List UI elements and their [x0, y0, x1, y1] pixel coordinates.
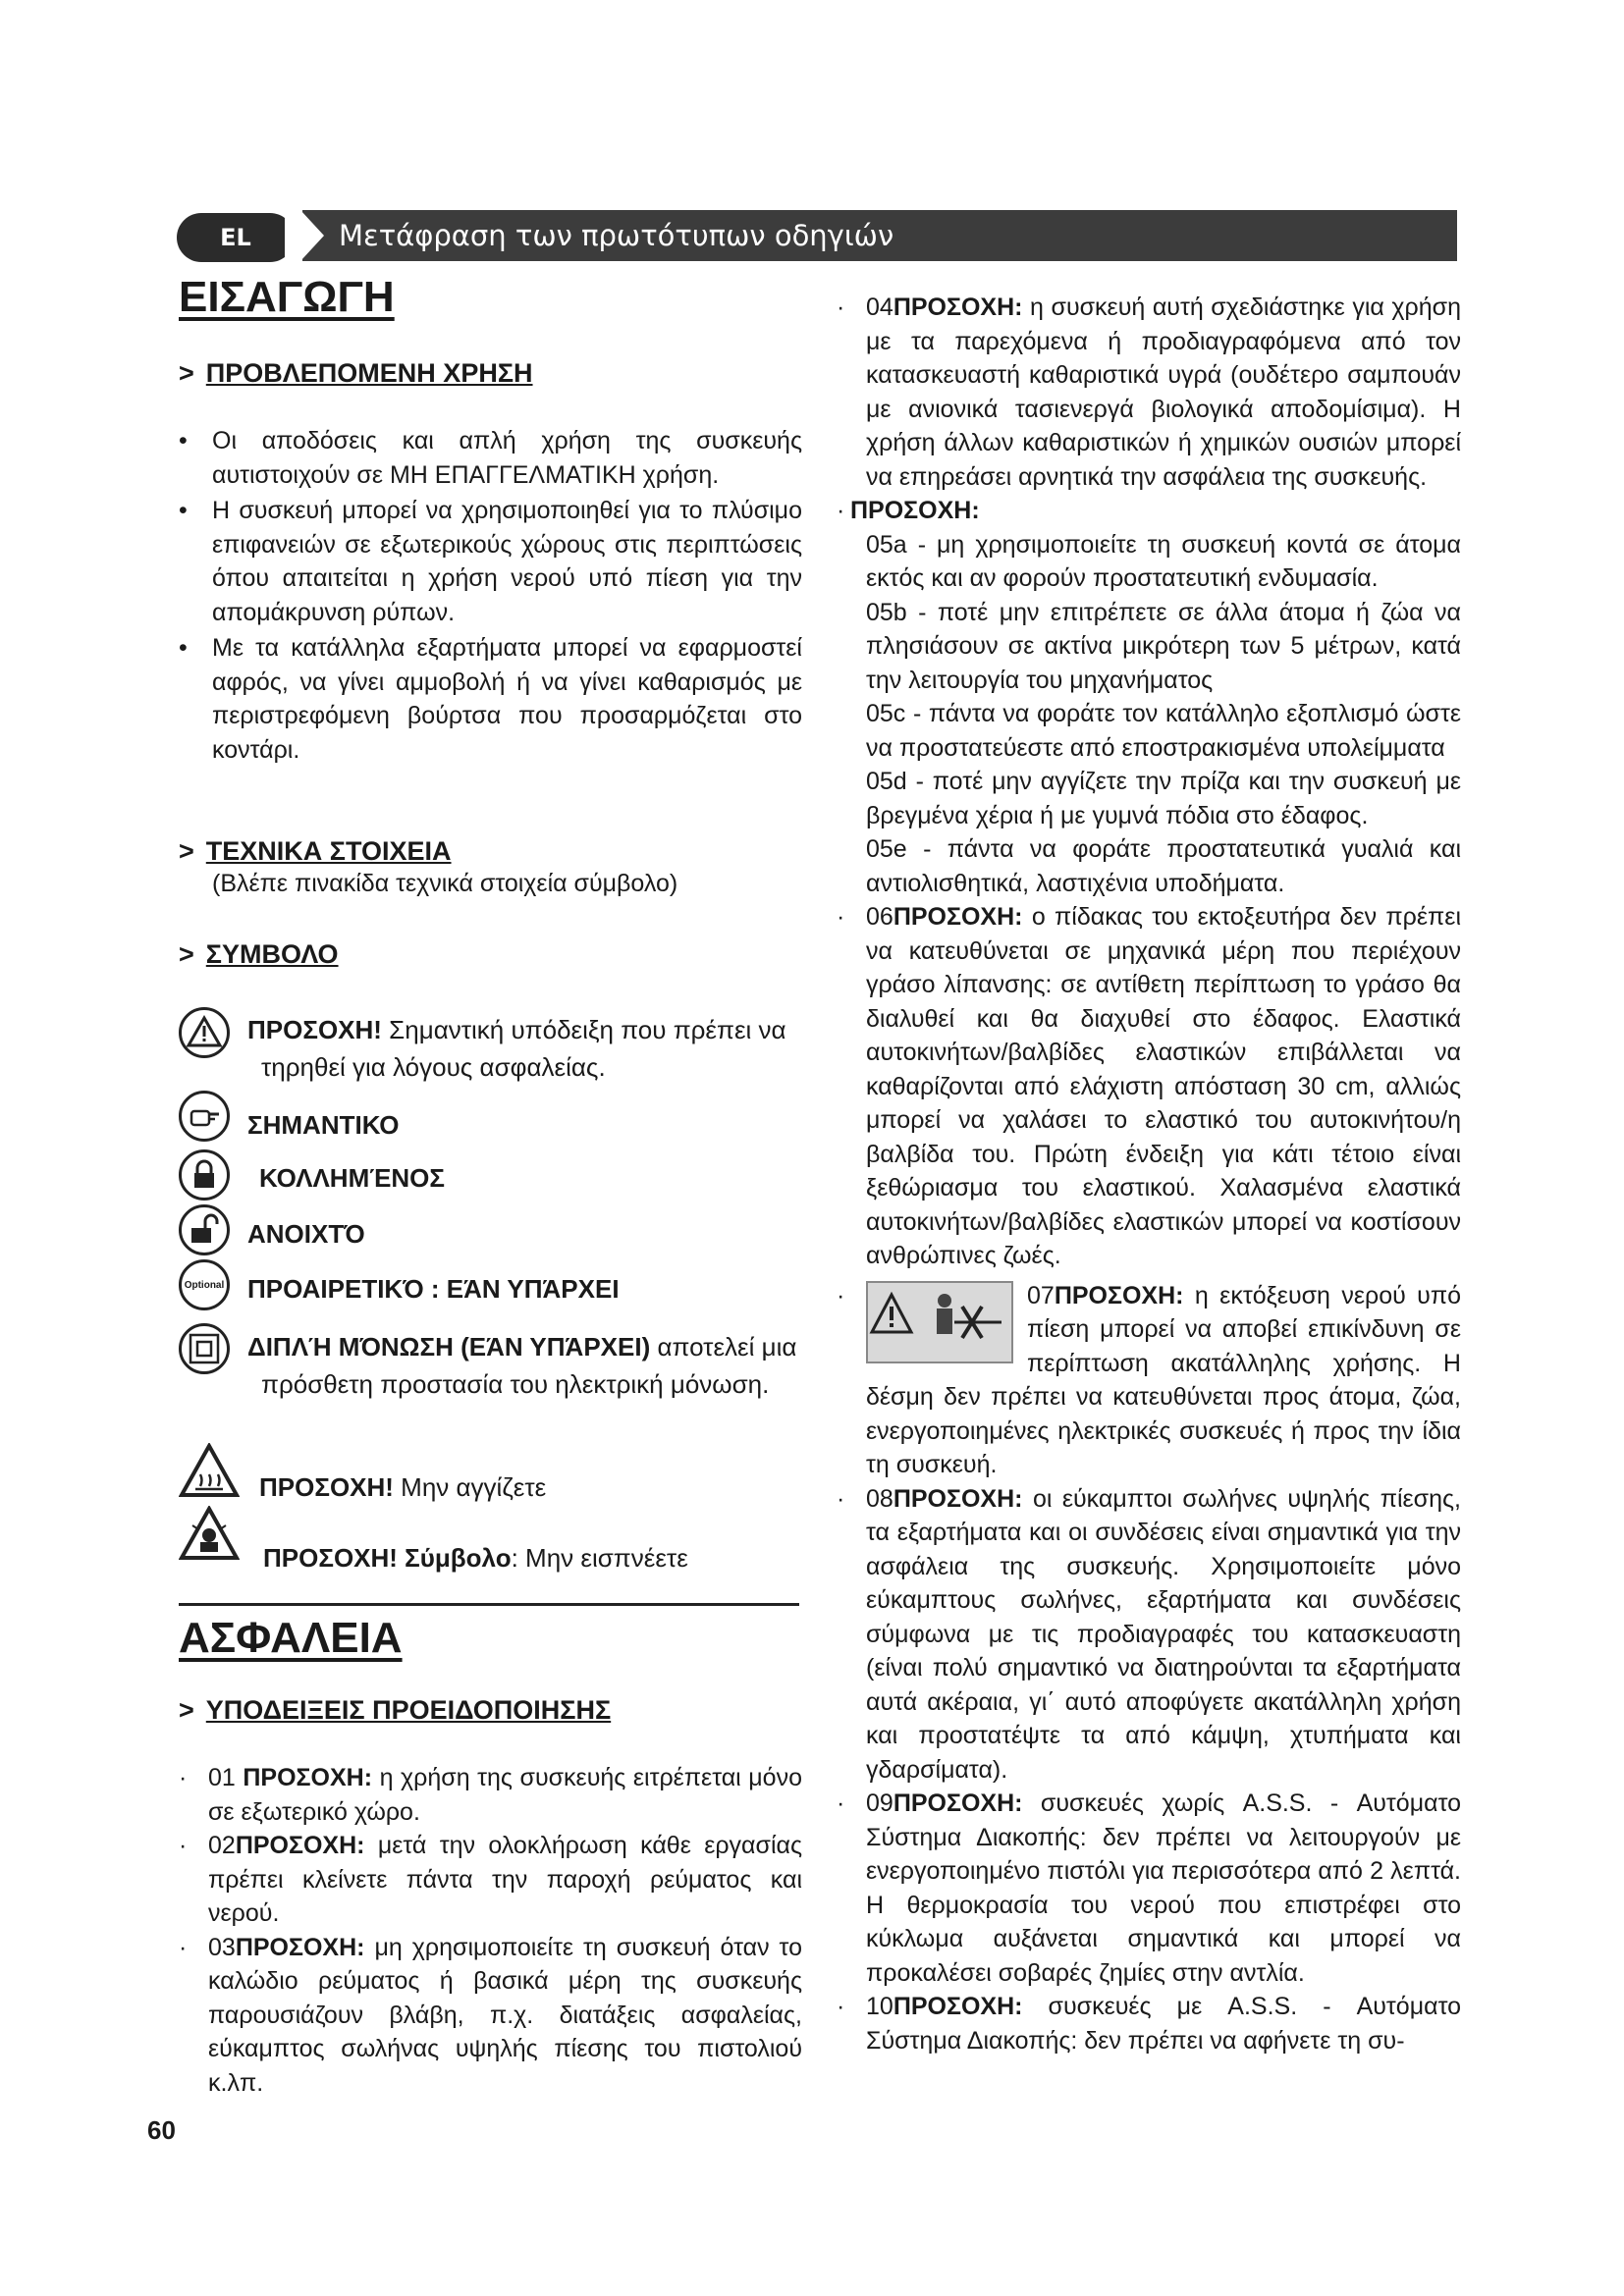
optional-icon: Optional: [179, 1259, 230, 1310]
sub-item: 05a - μη χρησιμοποιείτε τη συσκευή κοντά σε άτομα εκτός και αν φορούν προστατευτική ενδυμασία.: [866, 530, 1461, 592]
sub-item: 05b - ποτέ μην επιτρέπετε σε άλλα άτομα ή ζώα να πλησιάσουν σε ακτίνα μικρότερη των 5 μέτρων, κατά την λειτουργία του μηχανήματος: [866, 598, 1461, 694]
list-item: · 10ΠΡΟΣΟΧΗ: συσκευές με A.S.S. - Αυτόματο Σύστημα Διακοπής: δεν πρέπει να αφήνετε τη συ-: [837, 1993, 1461, 2055]
symbol-warning-label-cont: τηρηθεί για λόγους ασφαλείας.: [261, 1052, 606, 1082]
safety-list-right: [837, 291, 1461, 2057]
double-insulation-icon: [179, 1323, 230, 1374]
symbol-double-insulation-label-cont: πρόσθετη προστασία του ηλεκτρική μόνωση.: [261, 1369, 770, 1399]
safety-title: ΑΣΦΑΛΕΙΑ: [179, 1614, 403, 1662]
list-item: · ΠΡΟΣΟΧΗ:: [837, 497, 980, 524]
symbol-double-insulation-label: ΔΙΠΛΉ ΜΌΝΩΣΗ (ΕΆΝ ΥΠΆΡΧΕΙ) αποτελεί μια: [247, 1332, 797, 1362]
list-item: • Οι αποδόσεις και απλή χρήση της συσκευής αυτιστοιχούν σε ΜΗ ΕΠΑΓΓΕΛΜΑΤΙΚΗ χρήση.: [179, 427, 802, 489]
symbol-optional-label: ΠΡΟΑΙΡΕΤΙΚΌ : ΕΆΝ ΥΠΆΡΧΕΙ: [247, 1274, 620, 1304]
page-number: 60: [147, 2115, 176, 2145]
symbol-unlocked-label: ΑΝΟΙΧΤΌ: [247, 1219, 365, 1249]
safety-list-left: [179, 1761, 802, 2100]
sub-item: 05d - ποτέ μην αγγίζετε την πρίζα και την συσκευή με βρεγμένα χέρια ή με γυμνά πόδια στο έδαφος.: [866, 768, 1461, 829]
inhalation-label: ΠΡΟΣΟΧΗ! Σύμβολο: Μην εισπνέετε: [263, 1543, 688, 1573]
intended-use-list: [179, 424, 802, 767]
sub-item: 05e - πάντα να φοράτε προστατευτικά γυαλιά και αντιολισθητικά, λαστιχένια υποδήματα.: [866, 835, 1461, 897]
water-jet-warning-image: [866, 1281, 1013, 1363]
intended-use-heading: > ΠΡΟΒΛΕΠΟΜΕΝΗ ΧΡΗΣΗ: [179, 358, 533, 388]
symbol-warning-label: ΠΡΟΣΟΧΗ! Σημαντική υπόδειξη που πρέπει να: [247, 1015, 786, 1044]
hot-surface-icon: [179, 1443, 240, 1498]
list-item: · 09ΠΡΟΣΟΧΗ: συσκευές χωρίς A.S.S. - Αυτόματο Σύστημα Διακοπής: δεν πρέπει να λειτουργούν με ενεργοποιημένο πιστόλι για περισσότερα από 2 λεπτά. Η θερμοκρασία του νερού που επιστρέφει στο κύκλωμα αυξάνεται σημαντικά και μπορεί να προκαλέσει σοβαρές ζημίες στην αντλία.: [837, 1789, 1461, 1987]
list-item: · 02ΠΡΟΣΟΧΗ: μετά την ολοκλήρωση κάθε εργασίας πρέπει κλείνετε πάντα την παροχή ρεύματος και νερού.: [179, 1832, 802, 1927]
symbol-important-label: ΣΗΜΑΝΤΙΚΟ: [247, 1110, 400, 1140]
hot-surface-label: ΠΡΟΣΟΧΗ! Μην αγγίζετε: [259, 1472, 547, 1502]
symbol-heading: > ΣΥΜΒΟΛΟ: [179, 939, 339, 969]
inhalation-icon: [179, 1506, 240, 1561]
warning-triangle-icon: [179, 1007, 230, 1058]
list-item: · 03ΠΡΟΣΟΧΗ: μη χρησιμοποιείτε τη συσκευή όταν το καλώδιο ρεύματος ή βασικά μέρη της συσκευής παρουσιάζουν βλάβη, π.χ. διατάξεις ασφαλείας, εύκαμπτος σωλήνας υψηλής πίεσης του πιστολιού κ.λπ.: [179, 1933, 802, 2097]
padlock-open-icon: [179, 1204, 230, 1255]
list-item: · 04ΠΡΟΣΟΧΗ: η συσκευή αυτή σχεδιάστηκε για χρήση με τα παρεχόμενα ή προδιαγραφόμενα από τον κατασκευαστή καθαριστικά υγρά (ουδέτερο σαμπουάν με ανιονικά τασιενεργά βιολογικά αποδομίσιμα). Η χρήση άλλων καθαριστικών ή χημικών ουσιών μπορεί να επηρεάσει αρνητικά την ασφάλεια της συσκευής.: [837, 294, 1461, 491]
symbol-locked-label: ΚΟΛΛΗΜΈΝΟΣ: [259, 1163, 446, 1193]
sub-item: 05c - πάντα να φοράτε τον κατάλληλο εξοπλισμό ώστε να προστατεύεστε από εποστρακισμένα υπολείμματα: [866, 700, 1461, 762]
list-item: · 08ΠΡΟΣΟΧΗ: οι εύκαμπτοι σωλήνες υψηλής πίεσης, τα εξαρτήματα και οι συνδέσεις είναι σημαντικά για την ασφάλεια της συσκευής. Χρησιμοποιείτε μόνο εύκαμπτους σωλήνες, εξαρτήματα και συνδέσεις σύμφωνα με τις προδιαγραφές του κατασκευαστη (είναι πολύ σημαντικό να διατηρούνται τα εξαρτήματα αυτά ακέραια, γι΄ αυτό αποφύγετε ακατάλληλη χρήση και προστατέψτε τα από κάμψη, χτυπήματα και γδαρσίματα).: [837, 1484, 1461, 1784]
list-item: • Με τα κατάλληλα εξαρτήματα μπορεί να εφαρμοστεί αφρός, να γίνει αμμοβολή ή να γίνει καθαρισμός με περιστρεφόμενη βούρτσα που προσαρμόζεται στο κοντάρι.: [179, 634, 802, 764]
header-title: Μετάφραση των πρωτότυπων οδηγιών: [339, 219, 894, 252]
section-divider: [179, 1603, 799, 1606]
language-badge: EL: [177, 213, 295, 262]
intro-title: ΕΙΣΑΓΩΓΗ: [179, 273, 395, 321]
padlock-closed-icon: [179, 1149, 230, 1201]
list-item: · 06ΠΡΟΣΟΧΗ: ο πίδακας του εκτοξευτήρα δεν πρέπει να κατευθύνεται σε μηχανικά μέρη που περιέχουν γράσο λίπανσης: σε αντίθετη περίπτωση το γράσο θα διαλυθεί και θα διαχυθεί στο έδαφος. Ελαστικά αυτοκινήτων/βαλβίδες ελαστικών επιβάλλεται να καθαρίζονται από ελάχιστη απόσταση 30 cm, αλλιώς μπορεί να χαλάσει το ελαστικό του αυτοκινήτου/η βαλβίδα του. Πρώτη ένδειξη για κάτι τέτοιο είναι ξεθώριασμα του ελαστικού. Χαλασμένα ελαστικά αυτοκινήτων/βαλβίδες ελαστικών μπορεί να κοστίσουν ανθρώπινες ζωές.: [837, 903, 1461, 1269]
list-item: · 07ΠΡΟΣΟΧΗ: η εκτόξευση νερού υπό πίεση μπορεί να αποβεί επικίνδυνη σε περίπτωση ακατάλληλης χρήσης. Η δέσμη δεν πρέπει να κατευθύνεται προς άτομα, ζώα, ενεργοποιημένες ηλεκτρικές συσκευές ή προς την ίδια τη συσκευή.: [837, 1281, 1461, 1478]
tech-data-heading: > ΤΕΧΝΙΚΑ ΣΤΟΙΧΕΙΑ: [179, 836, 452, 866]
list-item: • Η συσκευή μπορεί να χρησιμοποιηθεί για το πλύσιμο επιφανειών σε εξωτερικούς χώρους στις περιπτώσεις όπου απαιτείται η χρήση νερού υπό πίεση για την απομάκρυνση ρύπων.: [179, 497, 802, 626]
list-item: · 01 ΠΡΟΣΟΧΗ: η χρήση της συσκευής ειτρέπεται μόνο σε εξωτερικό χώρο.: [179, 1764, 802, 1826]
pointing-hand-icon: [179, 1091, 230, 1142]
tech-data-note: (Βλέπε πινακίδα τεχνικά στοιχεία σύμβολο): [212, 870, 678, 897]
warnings-heading: > ΥΠΟΔΕΙΞΕΙΣ ΠΡΟΕΙΔΟΠΟΙΗΣΗΣ: [179, 1695, 612, 1725]
